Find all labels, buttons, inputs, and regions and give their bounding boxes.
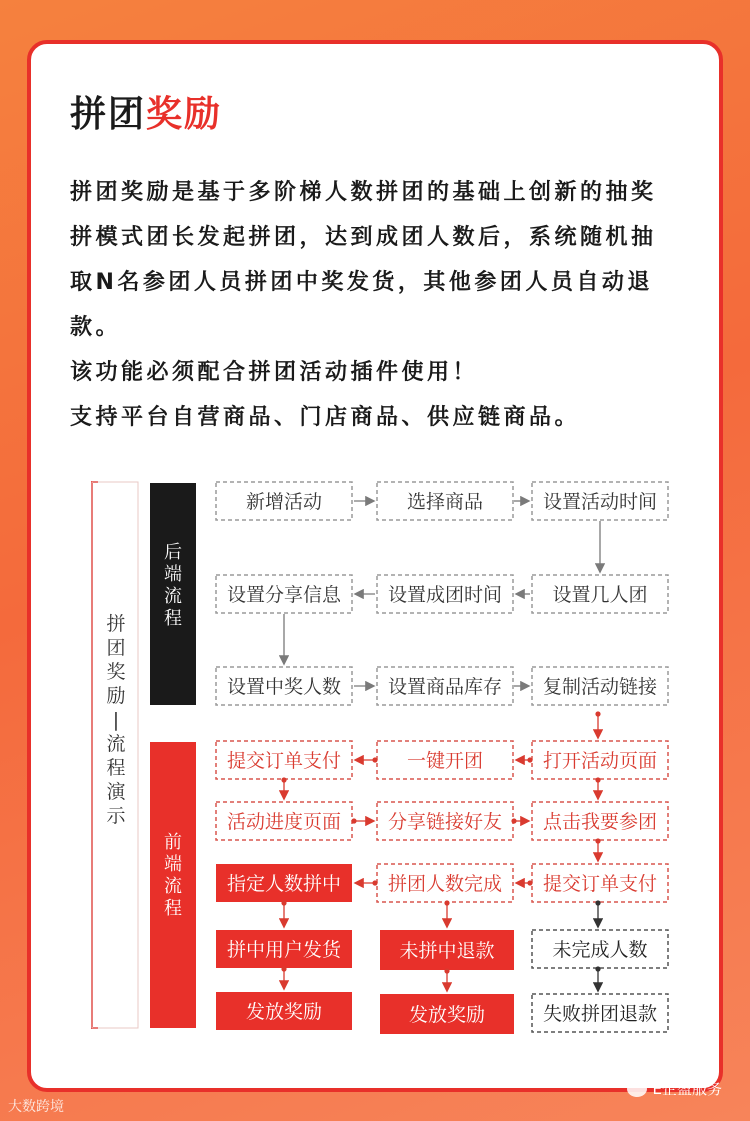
wechat-icon (627, 1081, 647, 1097)
flow-box-f5 (377, 802, 513, 840)
desc-line: 款。 (70, 315, 122, 340)
flow-arrow-dot (595, 711, 600, 716)
flow-arrow-dot (527, 880, 532, 885)
flow-arrow-dot (372, 757, 377, 762)
right-watermark-text: E企盈服务 (652, 1080, 722, 1098)
flow-box-f15 (532, 994, 668, 1032)
flow-box-f12 (532, 930, 668, 968)
flow-box-b9 (532, 667, 668, 705)
right-watermark (627, 1078, 722, 1099)
flow-box-label: 发放奖励 (408, 1004, 486, 1026)
flow-box-f6 (532, 802, 668, 840)
flow-arrow-dot (511, 818, 516, 823)
flow-box-f2 (377, 741, 513, 779)
title-accent: 奖励 (146, 94, 223, 135)
flow-arrow-dot (595, 777, 600, 782)
flow-box-b8 (377, 667, 513, 705)
flow-box-label: 拼中用户发货 (226, 939, 342, 961)
flow-box-label: 新增活动 (245, 491, 323, 513)
flow-arrow-dot (372, 880, 377, 885)
flow-box-label: 分享链接好友 (387, 811, 503, 833)
side-label: 拼团奖励|流程演示 (106, 613, 126, 827)
flow-box-label: 提交订单支付 (542, 873, 658, 895)
flow-arrow-dot (281, 777, 286, 782)
flow-box-label: 设置成团时间 (387, 584, 503, 606)
left-watermark: 大数跨境 (8, 1099, 64, 1115)
flow-arrow-dot (595, 900, 600, 905)
flow-box-f9 (532, 864, 668, 902)
flow-box-label: 设置商品库存 (387, 676, 503, 698)
flow-arrow-dot (595, 838, 600, 843)
flow-box-label: 拼团人数完成 (387, 873, 503, 895)
flow-box-f8 (377, 864, 513, 902)
flow-box-label: 设置活动时间 (542, 491, 658, 513)
flow-arrow-dot (527, 757, 532, 762)
flow-box-label: 打开活动页面 (542, 750, 658, 772)
frontend-label: 前端流程 (164, 832, 182, 919)
flow-box-b6 (532, 575, 668, 613)
flow-box-f10 (216, 930, 352, 968)
flow-box-label: 设置几人团 (552, 584, 648, 606)
flow-box-b2 (377, 482, 513, 520)
flow-arrow-dot (281, 966, 286, 971)
flow-arrow-dot (444, 968, 449, 973)
desc-line: 拼团奖励是基于多阶梯人数拼团的基础上创新的抽奖 (70, 180, 657, 205)
flow-box-label: 复制活动链接 (542, 676, 658, 698)
flow-box-f1 (216, 741, 352, 779)
flow-box-b1 (216, 482, 352, 520)
flow-arrow-dot (281, 900, 286, 905)
flow-box-label: 提交订单支付 (226, 750, 342, 772)
flow-box-f13 (216, 992, 352, 1030)
flow-box-f14 (380, 994, 514, 1034)
side-bracket (92, 482, 138, 1028)
backend-label: 后端流程 (164, 542, 182, 629)
flow-box-f4 (216, 802, 352, 840)
flow-box-label: 点击我要参团 (542, 811, 658, 833)
flow-box-f7 (216, 864, 352, 902)
title-main: 拼团 (70, 94, 147, 135)
flow-box-b3 (532, 482, 668, 520)
flow-arrow-dot (444, 900, 449, 905)
flow-box-label: 发放奖励 (245, 1001, 323, 1023)
flow-box-label: 选择商品 (406, 491, 484, 513)
flow-box-label: 指定人数拼中 (226, 873, 342, 895)
desc-line: 拼模式团长发起拼团，达到成团人数后，系统随机抽 (70, 225, 657, 250)
flow-box-label: 设置中奖人数 (226, 676, 342, 698)
flow-box-f3 (532, 741, 668, 779)
flow-arrow-dot (595, 966, 600, 971)
flow-box-label: 活动进度页面 (226, 811, 342, 833)
flow-box-label: 一键开团 (406, 750, 484, 772)
flow-box-b7 (216, 667, 352, 705)
flow-box-label: 设置分享信息 (226, 584, 342, 606)
desc-line: 取N名参团人员拼团中奖发货，其他参团人员自动退 (70, 270, 653, 295)
flow-box-f11 (380, 930, 514, 970)
flow-box-label: 失败拼团退款 (542, 1003, 658, 1025)
desc-line: 支持平台自营商品、门店商品、供应链商品。 (70, 405, 581, 430)
flow-box-b5 (377, 575, 513, 613)
flow-box-b4 (216, 575, 352, 613)
flow-box-label: 未完成人数 (552, 939, 648, 961)
flow-box-label: 未拼中退款 (399, 940, 495, 962)
desc-line: 该功能必须配合拼团活动插件使用！ (70, 360, 479, 385)
flow-arrow-dot (351, 818, 356, 823)
